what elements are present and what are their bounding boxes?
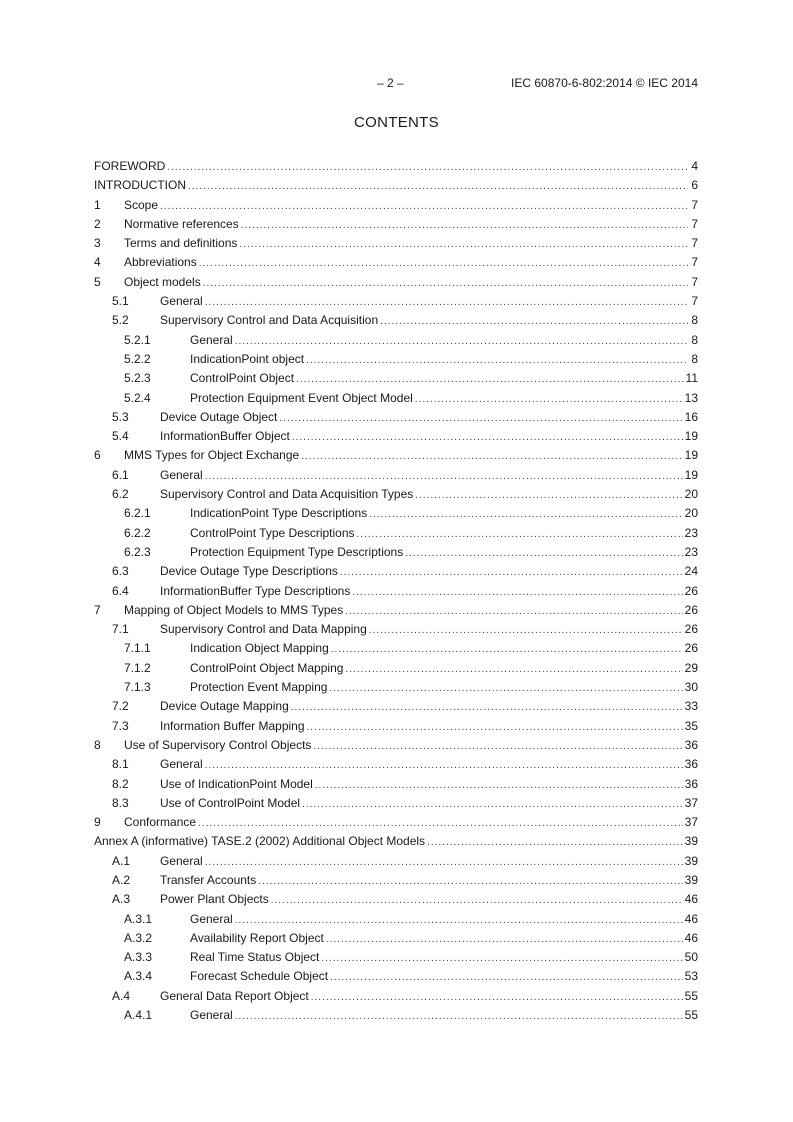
toc-entry-number: 7.1.1 (124, 641, 151, 656)
toc-entry-title: Protection Equipment Type Descriptions (190, 544, 404, 559)
dot-leader (205, 467, 683, 486)
dot-leader (188, 177, 688, 196)
dot-leader (369, 505, 682, 524)
toc-entry-title: Use of ControlPoint Model (160, 795, 301, 810)
dot-leader (258, 872, 682, 891)
dot-leader (307, 718, 683, 737)
toc-entry-number: 7.3 (112, 718, 129, 733)
page-title: CONTENTS (354, 114, 439, 131)
dot-leader (326, 930, 683, 949)
toc-entry[interactable] (94, 1006, 698, 1025)
toc-entry-number: 6 (94, 448, 101, 463)
toc-entry-page: 24 (684, 564, 698, 579)
toc-entry[interactable] (94, 369, 698, 388)
dot-leader (315, 776, 683, 795)
dot-leader (306, 351, 688, 370)
toc-entry-page: 23 (684, 544, 698, 559)
toc-entry[interactable] (94, 273, 698, 292)
toc-entry-page: 26 (684, 641, 698, 656)
toc-entry-page: 8 (691, 313, 698, 328)
toc-entry-page: 19 (684, 448, 698, 463)
toc-entry[interactable] (94, 446, 698, 465)
toc-entry-number: 5.2.4 (124, 390, 151, 405)
table-of-contents (94, 157, 698, 1025)
toc-entry-page: 36 (684, 776, 698, 791)
toc-entry-title: General (160, 467, 203, 482)
toc-entry-page: 37 (684, 795, 698, 810)
toc-entry-page: 35 (684, 718, 698, 733)
toc-entry[interactable] (94, 620, 698, 639)
toc-entry-number: 7.1.3 (124, 680, 151, 695)
toc-entry-number: 5.2.3 (124, 371, 151, 386)
dot-leader (205, 293, 688, 312)
toc-entry-title: Information Buffer Mapping (160, 718, 305, 733)
toc-entry[interactable] (94, 929, 698, 948)
toc-entry-title: Use of Supervisory Control Objects (124, 737, 312, 752)
toc-entry-page: 20 (684, 506, 698, 521)
toc-entry-number: A.2 (112, 872, 131, 887)
toc-entry[interactable] (94, 485, 698, 504)
toc-entry[interactable] (94, 717, 698, 736)
dot-leader (427, 833, 683, 852)
toc-entry-page: 36 (684, 757, 698, 772)
toc-entry-title: IndicationPoint Type Descriptions (190, 506, 368, 521)
dot-leader (198, 814, 683, 833)
dot-leader (235, 332, 688, 351)
toc-entry-title: Abbreviations (124, 255, 197, 270)
dot-leader (302, 795, 683, 814)
toc-entry-title: InformationBuffer Type Descriptions (160, 583, 351, 598)
dot-leader (329, 679, 682, 698)
toc-entry-title: ControlPoint Object Mapping (190, 660, 344, 675)
toc-entry-title: General (160, 853, 203, 868)
toc-entry-number: 6.4 (112, 583, 129, 598)
toc-entry-number: 2 (94, 216, 101, 231)
toc-entry-number: 5.2.1 (124, 332, 151, 347)
toc-entry-title: Transfer Accounts (160, 872, 257, 887)
dot-leader (301, 447, 682, 466)
toc-entry-title: Scope (124, 197, 159, 212)
toc-entry-title: Supervisory Control and Data Mapping (160, 622, 367, 637)
toc-entry-number: 5.2.2 (124, 351, 151, 366)
toc-entry-number: A.3 (112, 892, 131, 907)
toc-entry-title: General (190, 332, 233, 347)
toc-entry[interactable] (94, 813, 698, 832)
toc-entry-page: 55 (684, 1008, 698, 1023)
dot-leader (352, 583, 682, 602)
toc-entry-page: 16 (684, 409, 698, 424)
toc-entry-page: 26 (684, 602, 698, 617)
toc-entry[interactable] (94, 311, 698, 330)
toc-entry-page: 55 (684, 988, 698, 1003)
toc-entry[interactable] (94, 427, 698, 446)
toc-entry-page: 7 (691, 274, 698, 289)
dot-leader (292, 428, 683, 447)
toc-entry-number: A.3.3 (124, 950, 153, 965)
dot-leader (313, 737, 682, 756)
toc-entry-page: 46 (684, 911, 698, 926)
toc-entry-number: 6.3 (112, 564, 129, 579)
dot-leader (405, 544, 682, 563)
toc-entry-title: Forecast Schedule Object (190, 969, 329, 984)
toc-entry[interactable] (94, 234, 698, 253)
toc-entry[interactable] (94, 948, 698, 967)
toc-entry-number: 3 (94, 236, 101, 251)
toc-entry-title: Supervisory Control and Data Acquisition (160, 313, 379, 328)
dot-leader (380, 312, 688, 331)
dot-leader (345, 660, 682, 679)
toc-entry-page: 39 (684, 834, 698, 849)
toc-entry[interactable] (94, 350, 698, 369)
toc-entry-page: 26 (684, 622, 698, 637)
dot-leader (167, 158, 688, 177)
toc-entry-title: ControlPoint Object (190, 371, 295, 386)
dot-leader (331, 640, 683, 659)
toc-entry-page: 29 (684, 660, 698, 675)
dot-leader (345, 602, 682, 621)
toc-entry-page: 11 (685, 371, 698, 386)
toc-entry[interactable] (94, 890, 698, 909)
toc-entry-title: Use of IndicationPoint Model (160, 776, 313, 791)
toc-entry-page: 37 (684, 815, 698, 830)
toc-entry-number: 6.2.3 (124, 544, 151, 559)
toc-entry-number: 7.1 (112, 622, 129, 637)
toc-entry-page: 20 (684, 487, 698, 502)
toc-entry-title: Device Outage Type Descriptions (160, 564, 338, 579)
toc-entry[interactable] (94, 389, 698, 408)
toc-entry-page: 39 (684, 853, 698, 868)
toc-entry[interactable] (94, 524, 698, 543)
toc-entry-number: 6.2 (112, 487, 129, 502)
toc-entry-title: Object models (124, 274, 201, 289)
toc-entry[interactable] (94, 871, 698, 890)
toc-entry-page: 7 (691, 236, 698, 251)
toc-entry-number: 6.1 (112, 467, 129, 482)
toc-entry[interactable] (94, 736, 698, 755)
dot-leader (340, 563, 683, 582)
toc-entry-number: 7 (94, 602, 101, 617)
toc-entry[interactable] (94, 755, 698, 774)
dot-leader (160, 197, 688, 216)
toc-entry-number: 8 (94, 737, 101, 752)
toc-entry-title: Power Plant Objects (160, 892, 269, 907)
toc-entry-page: 6 (691, 178, 698, 193)
toc-entry[interactable] (94, 562, 698, 581)
toc-entry[interactable] (94, 678, 698, 697)
toc-entry[interactable] (94, 253, 698, 272)
toc-entry[interactable] (94, 639, 698, 658)
toc-entry-title: General (160, 294, 203, 309)
dot-leader (296, 370, 683, 389)
dot-leader (415, 390, 683, 409)
toc-entry-number: 7.1.2 (124, 660, 151, 675)
toc-entry[interactable] (94, 157, 698, 176)
dot-leader (311, 988, 683, 1007)
toc-entry[interactable] (94, 832, 698, 851)
toc-entry-number: 8.1 (112, 757, 129, 772)
dot-leader (357, 525, 683, 544)
toc-entry-number: 7.2 (112, 699, 129, 714)
toc-entry-page: 7 (691, 216, 698, 231)
toc-entry-page: 26 (684, 583, 698, 598)
dot-leader (203, 274, 688, 293)
toc-entry-title: Protection Equipment Event Object Model (190, 390, 413, 405)
dot-leader (235, 911, 683, 930)
page-number: – 2 – (377, 76, 404, 90)
toc-entry-number: 5.3 (112, 409, 129, 424)
toc-entry-title: Protection Event Mapping (190, 680, 328, 695)
toc-entry[interactable] (94, 196, 698, 215)
toc-entry[interactable] (94, 987, 698, 1006)
dot-leader (235, 1007, 683, 1026)
toc-entry-page: 46 (684, 930, 698, 945)
dot-leader (369, 621, 683, 640)
dot-leader (205, 853, 683, 872)
toc-entry-page: 7 (691, 294, 698, 309)
toc-entry[interactable] (94, 697, 698, 716)
toc-entry-title: Conformance (124, 815, 197, 830)
toc-entry-page: 33 (684, 699, 698, 714)
toc-entry-page: 8 (691, 332, 698, 347)
toc-entry-title: General (190, 911, 233, 926)
toc-entry[interactable] (94, 601, 698, 620)
toc-entry-number: 5 (94, 274, 101, 289)
toc-entry-number: 5.1 (112, 294, 129, 309)
dot-leader (241, 216, 688, 235)
toc-entry[interactable] (94, 582, 698, 601)
toc-entry-number: A.3.4 (124, 969, 153, 984)
toc-entry-page: 4 (691, 159, 698, 173)
toc-entry[interactable] (94, 215, 698, 234)
toc-entry-page: 30 (684, 680, 698, 695)
toc-entry-number: A.4.1 (124, 1008, 153, 1023)
toc-entry[interactable] (94, 852, 698, 871)
toc-entry-title: Annex A (informative) TASE.2 (2002) Additional Object Models (94, 834, 426, 849)
toc-entry-title: IndicationPoint object (190, 351, 305, 366)
toc-entry-title: Terms and definitions (124, 236, 238, 251)
dot-leader (279, 409, 682, 428)
toc-entry-number: 1 (94, 197, 101, 212)
toc-entry[interactable] (94, 331, 698, 350)
toc-entry-number: 8.3 (112, 795, 129, 810)
toc-entry-title: Real Time Status Object (190, 950, 320, 965)
toc-entry-title: Mapping of Object Models to MMS Types (124, 602, 344, 617)
toc-entry-number: A.3.1 (124, 911, 153, 926)
toc-entry[interactable] (94, 967, 698, 986)
dot-leader (321, 949, 682, 968)
toc-entry[interactable] (94, 466, 698, 485)
toc-entry-number: A.3.2 (124, 930, 153, 945)
toc-entry[interactable] (94, 504, 698, 523)
toc-entry-number: 6.2.2 (124, 525, 151, 540)
toc-entry-title: Device Outage Mapping (160, 699, 289, 714)
toc-entry-number: A.1 (112, 853, 131, 868)
toc-entry[interactable] (94, 775, 698, 794)
toc-entry-title: MMS Types for Object Exchange (124, 448, 300, 463)
toc-entry[interactable] (94, 910, 698, 929)
toc-entry-page: 50 (684, 950, 698, 965)
toc-entry[interactable] (94, 176, 698, 195)
toc-entry-title: Device Outage Object (160, 409, 278, 424)
toc-entry-number: 5.4 (112, 429, 129, 444)
toc-entry-number: 6.2.1 (124, 506, 151, 521)
toc-entry-number: 9 (94, 815, 101, 830)
dot-leader (271, 891, 683, 910)
page-header (94, 76, 698, 92)
toc-entry-title: INTRODUCTION (94, 178, 186, 193)
toc-entry-number: 4 (94, 255, 101, 270)
toc-entry-title: Indication Object Mapping (190, 641, 329, 656)
toc-entry[interactable] (94, 292, 698, 311)
toc-entry-page: 46 (684, 892, 698, 907)
dot-leader (291, 698, 683, 717)
toc-entry-page: 7 (691, 255, 698, 270)
toc-entry-page: 19 (684, 467, 698, 482)
toc-entry-page: 13 (684, 390, 698, 405)
toc-entry-page: 19 (684, 429, 698, 444)
toc-entry-title: InformationBuffer Object (160, 429, 290, 444)
toc-entry[interactable] (94, 543, 698, 562)
toc-entry[interactable] (94, 794, 698, 813)
toc-entry-page: 7 (691, 197, 698, 212)
toc-entry-title: General (160, 757, 203, 772)
toc-entry-page: 36 (684, 737, 698, 752)
dot-leader (415, 486, 682, 505)
toc-entry-title: ControlPoint Type Descriptions (190, 525, 355, 540)
dot-leader (205, 756, 683, 775)
dot-leader (239, 235, 688, 254)
toc-entry-number: A.4 (112, 988, 131, 1003)
toc-entry-page: 53 (684, 969, 698, 984)
toc-entry-title: General Data Report Object (160, 988, 309, 1003)
toc-entry-page: 23 (684, 525, 698, 540)
toc-entry-page: 39 (684, 872, 698, 887)
dot-leader (199, 254, 688, 273)
standard-identifier: IEC 60870-6-802:2014 © IEC 2014 (511, 76, 698, 90)
toc-entry-title: Supervisory Control and Data Acquisition Types (160, 487, 414, 502)
dot-leader (330, 968, 683, 987)
toc-entry-number: 8.2 (112, 776, 129, 791)
toc-entry-title: FOREWORD (94, 159, 166, 173)
toc-entry[interactable] (94, 408, 698, 427)
toc-entry-title: Availability Report Object (190, 930, 324, 945)
toc-entry-page: 8 (691, 351, 698, 366)
toc-entry[interactable] (94, 659, 698, 678)
toc-entry-title: Normative references (124, 216, 239, 231)
toc-entry-number: 5.2 (112, 313, 129, 328)
toc-entry-title: General (190, 1008, 233, 1023)
